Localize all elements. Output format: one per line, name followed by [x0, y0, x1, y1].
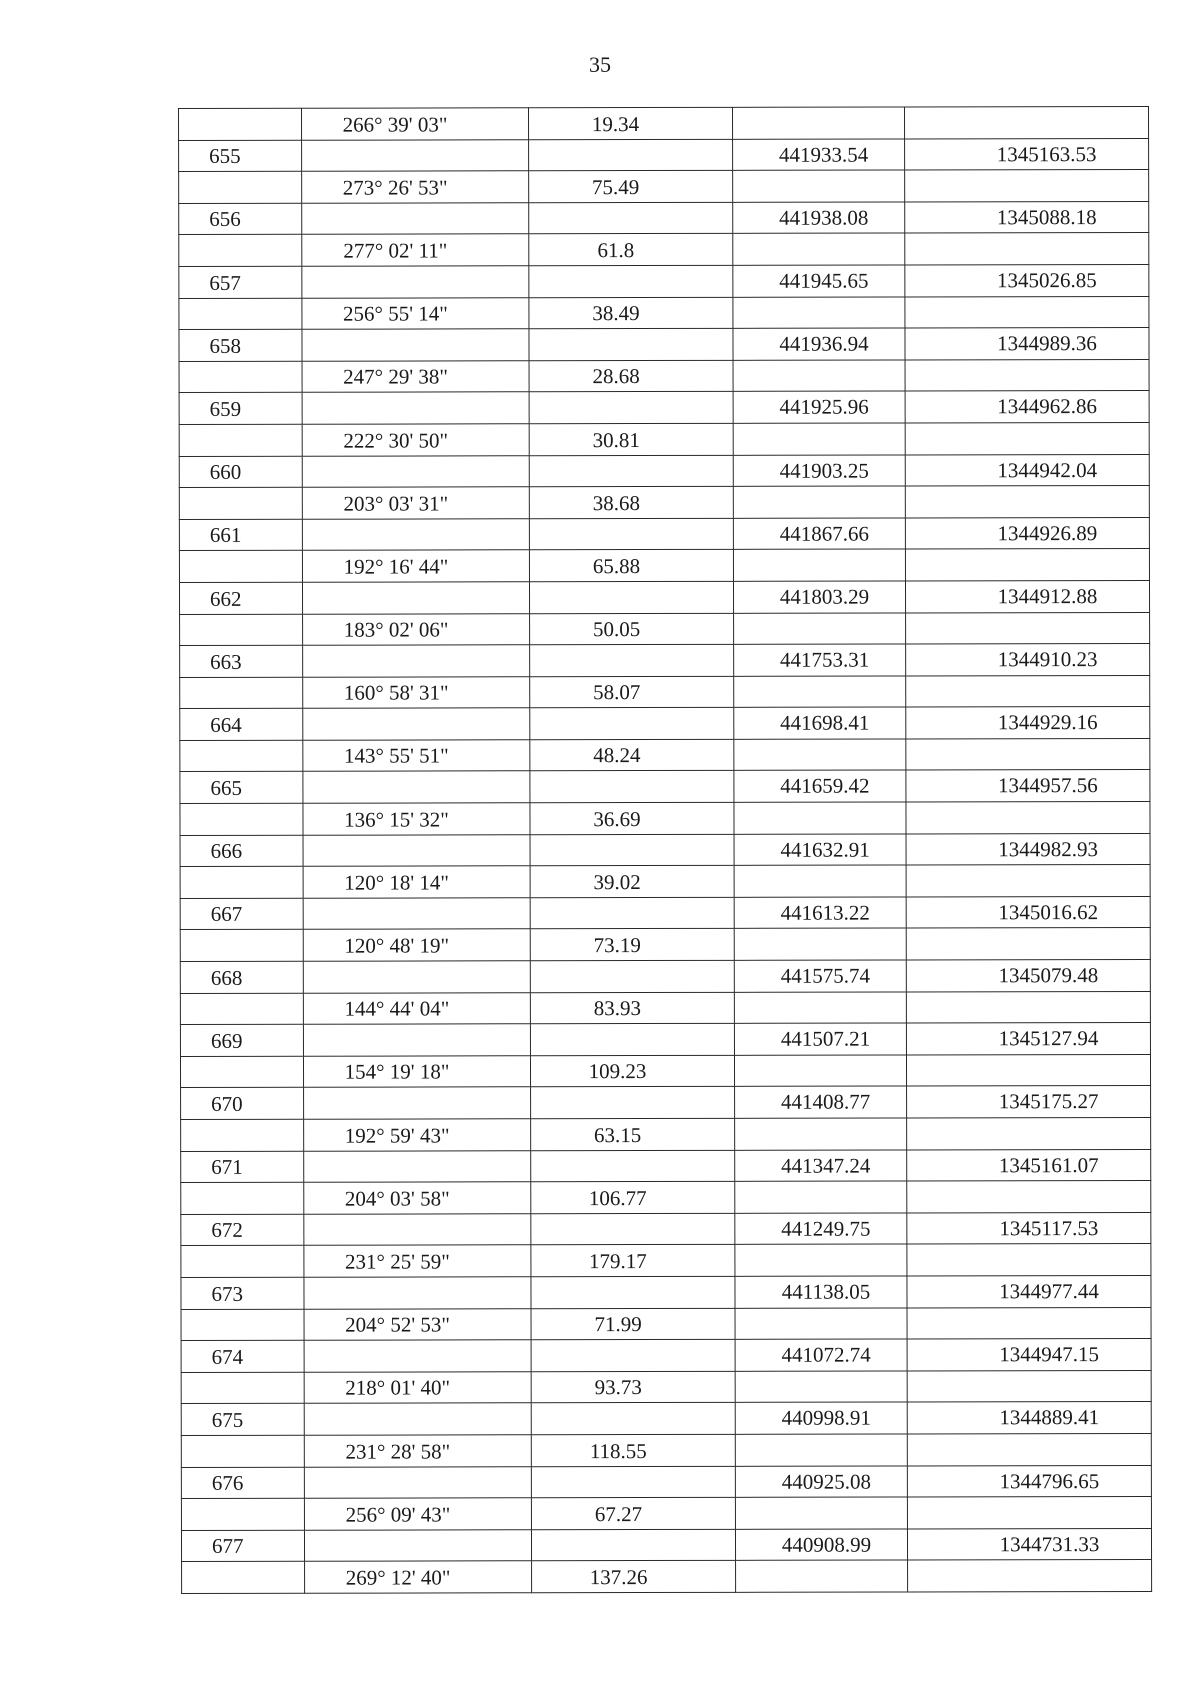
northing-cell [733, 170, 905, 202]
survey-coordinate-table [178, 106, 1152, 1594]
bearing-cell [303, 834, 530, 866]
point-row [179, 391, 1149, 425]
point-row [179, 138, 1149, 172]
bearing-cell [304, 1214, 531, 1246]
distance-cell [530, 771, 734, 803]
distance-cell: 48.24 [530, 739, 734, 771]
distance-cell: 118.55 [531, 1434, 735, 1466]
point-id-cell [180, 803, 303, 835]
point-id-cell: 675 [181, 1404, 304, 1436]
segment-row [180, 1054, 1150, 1088]
easting-cell [906, 675, 1150, 707]
distance-cell [530, 834, 734, 866]
bearing-cell [303, 645, 530, 677]
distance-cell [530, 644, 734, 676]
easting-cell: 1345127.94 [906, 1023, 1150, 1055]
northing-cell: 441803.29 [733, 581, 905, 613]
distance-cell: 28.68 [529, 360, 733, 392]
bearing-cell: 192° 16' 44" [302, 550, 529, 582]
northing-cell [734, 865, 906, 897]
easting-cell: 1344910.23 [906, 644, 1150, 676]
segment-row [179, 486, 1149, 520]
point-row [179, 264, 1149, 298]
bearing-cell: 154° 19' 18" [303, 1056, 530, 1088]
northing-cell: 441138.05 [735, 1276, 907, 1308]
distance-cell: 93.73 [531, 1371, 735, 1403]
segment-row [179, 422, 1149, 456]
bearing-cell [303, 961, 530, 993]
point-id-cell [180, 866, 303, 898]
point-id-cell: 676 [181, 1467, 304, 1499]
distance-cell: 73.19 [530, 929, 734, 961]
bearing-cell [304, 1466, 531, 1498]
segment-row [181, 1244, 1151, 1278]
northing-cell [733, 233, 905, 265]
easting-cell: 1345163.53 [905, 138, 1149, 170]
northing-cell [734, 1055, 906, 1087]
distance-cell: 63.15 [531, 1118, 735, 1150]
distance-cell: 137.26 [532, 1561, 736, 1593]
distance-cell: 39.02 [530, 866, 734, 898]
bearing-cell: 247° 29' 38" [302, 361, 529, 393]
distance-cell: 67.27 [531, 1497, 735, 1529]
northing-cell: 441632.91 [734, 834, 906, 866]
distance-cell: 36.69 [530, 802, 734, 834]
distance-cell: 75.49 [529, 171, 733, 203]
bearing-cell: 256° 55' 14" [302, 297, 529, 329]
point-id-cell: 662 [179, 582, 302, 614]
point-row [180, 1023, 1150, 1057]
point-id-cell: 670 [181, 1088, 304, 1120]
easting-cell: 1344947.15 [907, 1339, 1151, 1371]
distance-cell: 19.34 [529, 107, 733, 139]
segment-row [180, 928, 1150, 962]
bearing-cell [302, 139, 529, 171]
distance-cell: 58.07 [530, 676, 734, 708]
northing-cell [735, 1308, 907, 1340]
point-id-cell [179, 235, 302, 267]
point-row [180, 959, 1150, 993]
easting-cell: 1345088.18 [905, 201, 1149, 233]
segment-row [179, 296, 1149, 330]
segment-row [179, 359, 1149, 393]
bearing-cell: 204° 03' 58" [304, 1182, 531, 1214]
point-id-cell: 665 [180, 772, 303, 804]
easting-cell: 1344926.89 [905, 517, 1149, 549]
point-id-cell: 667 [180, 898, 303, 930]
easting-cell [908, 1560, 1152, 1592]
northing-cell [734, 928, 906, 960]
segment-row [180, 675, 1150, 709]
point-id-cell [180, 677, 303, 709]
northing-cell [735, 1497, 907, 1529]
bearing-cell [302, 455, 529, 487]
point-id-cell: 677 [181, 1530, 304, 1562]
easting-cell: 1344962.86 [905, 391, 1149, 423]
easting-cell: 1345079.48 [906, 959, 1150, 991]
easting-cell [905, 549, 1149, 581]
easting-cell [907, 1433, 1151, 1465]
point-row [179, 517, 1149, 551]
segment-row [179, 233, 1149, 267]
segment-row [181, 1370, 1151, 1404]
distance-cell: 83.93 [530, 992, 734, 1024]
northing-cell [734, 802, 906, 834]
easting-cell [907, 1244, 1151, 1276]
point-id-cell: 669 [180, 1024, 303, 1056]
easting-cell: 1344912.88 [905, 580, 1149, 612]
bearing-cell: 136° 15' 32" [303, 803, 530, 835]
easting-cell [905, 170, 1149, 202]
easting-cell: 1344796.65 [907, 1465, 1151, 1497]
segment-row [179, 106, 1149, 140]
point-row [180, 896, 1150, 930]
bearing-cell: 222° 30' 50" [302, 424, 529, 456]
point-id-cell [179, 171, 302, 203]
northing-cell: 440925.08 [735, 1466, 907, 1498]
bearing-cell [302, 518, 529, 550]
point-row [179, 580, 1149, 614]
distance-cell: 65.88 [529, 550, 733, 582]
bearing-cell: 218° 01' 40" [304, 1372, 531, 1404]
point-row [181, 1402, 1151, 1436]
bearing-cell: 231° 25' 59" [304, 1245, 531, 1277]
bearing-cell: 277° 02' 11" [302, 234, 529, 266]
point-row [180, 833, 1150, 867]
distance-cell [530, 708, 734, 740]
segment-row [181, 1497, 1151, 1531]
point-row [181, 1339, 1151, 1373]
distance-cell [529, 265, 733, 297]
point-row [180, 707, 1150, 741]
northing-cell [735, 1118, 907, 1150]
easting-cell: 1345161.07 [907, 1149, 1151, 1181]
bearing-cell: 192° 59' 43" [304, 1119, 531, 1151]
easting-cell [905, 359, 1149, 391]
northing-cell [734, 992, 906, 1024]
northing-cell [732, 107, 904, 139]
point-id-cell [180, 993, 303, 1025]
distance-cell [531, 1213, 735, 1245]
distance-cell: 71.99 [531, 1308, 735, 1340]
point-id-cell [179, 108, 302, 140]
distance-cell: 106.77 [531, 1182, 735, 1214]
distance-cell: 61.8 [529, 234, 733, 266]
bearing-cell [303, 708, 530, 740]
northing-cell [733, 423, 905, 455]
point-row [181, 1465, 1151, 1499]
easting-cell [905, 233, 1149, 265]
easting-cell: 1344982.93 [906, 833, 1150, 865]
easting-cell: 1345117.53 [907, 1212, 1151, 1244]
northing-cell [734, 739, 906, 771]
bearing-cell: 269° 12' 40" [305, 1561, 532, 1593]
point-id-cell [181, 1182, 304, 1214]
point-id-cell [179, 487, 302, 519]
bearing-cell [302, 266, 529, 298]
distance-cell [530, 897, 734, 929]
bearing-cell: 203° 03' 31" [302, 487, 529, 519]
bearing-cell: 231° 28' 58" [304, 1435, 531, 1467]
page-number: 35 [589, 52, 611, 77]
point-id-cell [181, 1119, 304, 1151]
distance-cell [531, 1466, 735, 1498]
northing-cell [733, 486, 905, 518]
distance-cell [531, 1403, 735, 1435]
easting-cell [904, 106, 1148, 138]
distance-cell [529, 328, 733, 360]
point-id-cell: 659 [179, 393, 302, 425]
easting-cell: 1345175.27 [907, 1086, 1151, 1118]
northing-cell [735, 1244, 907, 1276]
bearing-cell: 256° 09' 43" [304, 1498, 531, 1530]
distance-cell [531, 1276, 735, 1308]
segment-row [182, 1560, 1152, 1594]
distance-cell: 179.17 [531, 1245, 735, 1277]
northing-cell: 440908.99 [735, 1529, 907, 1561]
segment-row [179, 549, 1149, 583]
segment-row [181, 1117, 1151, 1151]
northing-cell: 441408.77 [735, 1086, 907, 1118]
bearing-cell [304, 1340, 531, 1372]
northing-cell [734, 676, 906, 708]
distance-cell [530, 1024, 734, 1056]
easting-cell [907, 1307, 1151, 1339]
point-row [181, 1086, 1151, 1120]
northing-cell [733, 549, 905, 581]
point-id-cell: 673 [181, 1277, 304, 1309]
easting-cell [905, 486, 1149, 518]
bearing-cell [302, 329, 529, 361]
segment-row [180, 802, 1150, 836]
point-id-cell [180, 930, 303, 962]
point-row [179, 454, 1149, 488]
bearing-cell [304, 1087, 531, 1119]
segment-row [180, 738, 1150, 772]
easting-cell: 1344977.44 [907, 1275, 1151, 1307]
northing-cell: 441925.96 [733, 391, 905, 423]
northing-cell: 441938.08 [733, 202, 905, 234]
bearing-cell [303, 1024, 530, 1056]
segment-row [181, 1307, 1151, 1341]
northing-cell: 441933.54 [733, 139, 905, 171]
easting-cell: 1344929.16 [906, 707, 1150, 739]
point-id-cell [181, 1435, 304, 1467]
point-row [181, 1212, 1151, 1246]
bearing-cell: 120° 48' 19" [303, 929, 530, 961]
easting-cell [907, 1181, 1151, 1213]
easting-cell: 1345016.62 [906, 896, 1150, 928]
bearing-cell: 143° 55' 51" [303, 740, 530, 772]
northing-cell [735, 1434, 907, 1466]
easting-cell [906, 928, 1150, 960]
point-id-cell [179, 361, 302, 393]
northing-cell: 441575.74 [734, 960, 906, 992]
bearing-cell [304, 1403, 531, 1435]
bearing-cell [302, 392, 529, 424]
distance-cell: 30.81 [529, 423, 733, 455]
point-id-cell: 666 [180, 835, 303, 867]
northing-cell [736, 1560, 908, 1592]
segment-row [181, 1181, 1151, 1215]
segment-row [181, 1433, 1151, 1467]
northing-cell: 441249.75 [735, 1213, 907, 1245]
distance-cell: 38.68 [529, 486, 733, 518]
point-id-cell [179, 424, 302, 456]
easting-cell [906, 802, 1150, 834]
northing-cell: 441936.94 [733, 328, 905, 360]
point-id-cell [179, 298, 302, 330]
point-row [179, 328, 1149, 362]
bearing-cell: 144° 44' 04" [303, 992, 530, 1024]
point-id-cell [179, 551, 302, 583]
easting-cell [907, 1370, 1151, 1402]
point-id-cell: 672 [181, 1214, 304, 1246]
northing-cell [733, 360, 905, 392]
point-row [180, 770, 1150, 804]
northing-cell: 441945.65 [733, 265, 905, 297]
northing-cell: 441903.25 [733, 455, 905, 487]
point-id-cell: 658 [179, 329, 302, 361]
easting-cell [906, 1054, 1150, 1086]
distance-cell: 50.05 [530, 613, 734, 645]
easting-cell [905, 422, 1149, 454]
distance-cell [529, 139, 733, 171]
bearing-cell: 273° 26' 53" [302, 171, 529, 203]
distance-cell [530, 960, 734, 992]
bearing-cell [304, 1150, 531, 1182]
segment-row [180, 612, 1150, 646]
point-id-cell: 660 [179, 456, 302, 488]
northing-cell: 441072.74 [735, 1339, 907, 1371]
northing-cell: 441753.31 [734, 644, 906, 676]
northing-cell [735, 1371, 907, 1403]
point-row [181, 1275, 1151, 1309]
point-id-cell: 668 [180, 961, 303, 993]
bearing-cell [302, 582, 529, 614]
easting-cell: 1344942.04 [905, 454, 1149, 486]
distance-cell [529, 518, 733, 550]
northing-cell: 441507.21 [734, 1023, 906, 1055]
segment-row [180, 991, 1150, 1025]
bearing-cell: 120° 18' 14" [303, 866, 530, 898]
bearing-cell [302, 203, 529, 235]
point-id-cell [181, 1309, 304, 1341]
point-row [179, 201, 1149, 235]
bearing-cell: 204° 52' 53" [304, 1308, 531, 1340]
point-row [181, 1528, 1151, 1562]
point-row [180, 644, 1150, 678]
point-id-cell: 657 [179, 266, 302, 298]
easting-cell [905, 296, 1149, 328]
point-id-cell [180, 1056, 303, 1088]
northing-cell [734, 612, 906, 644]
easting-cell: 1344731.33 [907, 1528, 1151, 1560]
easting-cell [907, 1497, 1151, 1529]
northing-cell: 441867.66 [733, 518, 905, 550]
easting-cell [906, 991, 1150, 1023]
distance-cell: 109.23 [530, 1055, 734, 1087]
point-row [181, 1149, 1151, 1183]
point-id-cell: 661 [179, 519, 302, 551]
bearing-cell [304, 1277, 531, 1309]
northing-cell [735, 1181, 907, 1213]
distance-cell [531, 1087, 735, 1119]
bearing-cell: 183° 02' 06" [303, 613, 530, 645]
table-body [179, 106, 1152, 1593]
easting-cell: 1344889.41 [907, 1402, 1151, 1434]
northing-cell: 441347.24 [735, 1150, 907, 1182]
bearing-cell: 266° 39' 03" [302, 108, 529, 140]
point-id-cell: 671 [181, 1151, 304, 1183]
point-id-cell [181, 1246, 304, 1278]
easting-cell [906, 612, 1150, 644]
easting-cell: 1344989.36 [905, 328, 1149, 360]
point-id-cell [181, 1372, 304, 1404]
point-id-cell: 664 [180, 709, 303, 741]
bearing-cell: 160° 58' 31" [303, 676, 530, 708]
point-id-cell [180, 614, 303, 646]
northing-cell: 441613.22 [734, 897, 906, 929]
segment-row [179, 170, 1149, 204]
distance-cell [529, 392, 733, 424]
northing-cell [733, 297, 905, 329]
distance-cell [529, 581, 733, 613]
distance-cell [529, 455, 733, 487]
northing-cell: 441659.42 [734, 770, 906, 802]
distance-cell: 38.49 [529, 297, 733, 329]
northing-cell: 441698.41 [734, 707, 906, 739]
segment-row [180, 865, 1150, 899]
point-id-cell [181, 1498, 304, 1530]
easting-cell [907, 1117, 1151, 1149]
distance-cell [531, 1529, 735, 1561]
distance-cell [529, 202, 733, 234]
point-id-cell: 655 [179, 140, 302, 172]
point-id-cell: 674 [181, 1340, 304, 1372]
distance-cell [531, 1339, 735, 1371]
easting-cell [906, 865, 1150, 897]
northing-cell: 440998.91 [735, 1402, 907, 1434]
bearing-cell [303, 898, 530, 930]
easting-cell: 1345026.85 [905, 264, 1149, 296]
point-id-cell: 663 [180, 645, 303, 677]
easting-cell: 1344957.56 [906, 770, 1150, 802]
easting-cell [906, 738, 1150, 770]
point-id-cell: 656 [179, 203, 302, 235]
distance-cell [531, 1150, 735, 1182]
bearing-cell [304, 1529, 531, 1561]
bearing-cell [303, 771, 530, 803]
point-id-cell [180, 740, 303, 772]
point-id-cell [182, 1562, 305, 1594]
